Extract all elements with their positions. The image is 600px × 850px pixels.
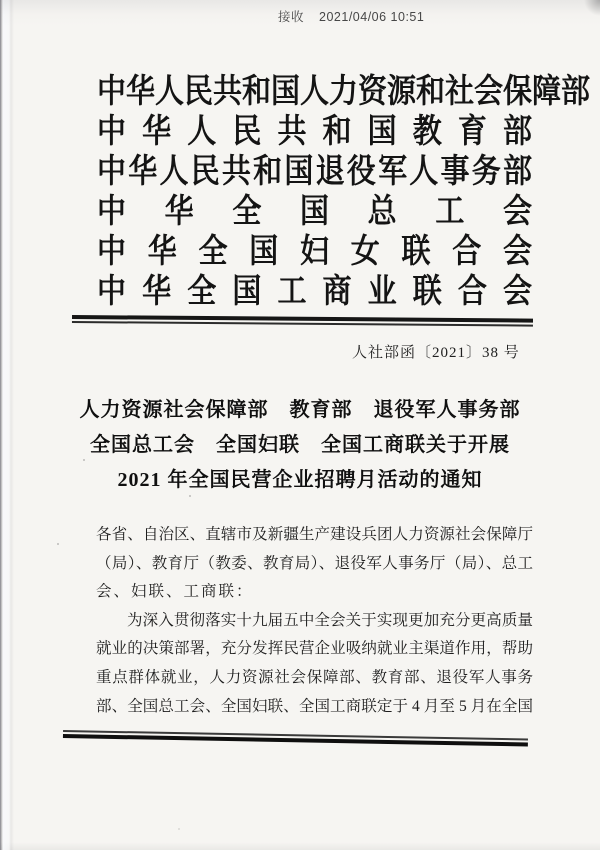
letterhead-line: 中华人民共和国人力资源和社会保障部 xyxy=(97,73,591,111)
page-bottom-rule xyxy=(63,730,528,747)
body-line: （局）、教育厅（教委、教育局）、退役军人事务厅（局）、总工 xyxy=(96,554,533,572)
paper-speck xyxy=(57,543,59,545)
letterhead-line: 中华全国总工会 xyxy=(97,193,532,231)
title-line: 全国总工会 全国妇联 全国工商联关于开展 xyxy=(90,434,510,456)
notice-title xyxy=(0,393,600,498)
receive-label: 接收 xyxy=(278,10,305,24)
receive-datetime: 2021/04/06 10:51 xyxy=(319,10,425,24)
body-line: 部、全国总工会、全国妇联、全国工商联定于 4 月至 5 月在全国 xyxy=(96,697,533,715)
title-line: 人力资源社会保障部 教育部 退役军人事务部 xyxy=(79,399,521,421)
paper-speck xyxy=(178,828,180,830)
body-line: 会、妇联、工商联： xyxy=(96,583,254,601)
header-separator-rule xyxy=(72,315,533,327)
fax-receive-timestamp xyxy=(278,7,424,25)
letterhead xyxy=(97,72,591,312)
letterhead-line: 中华全国妇女联合会 xyxy=(97,233,532,271)
body-line: 就业的决策部署，充分发挥民营企业吸纳就业主渠道作用，帮助 xyxy=(96,640,533,658)
body-line: 各省、自治区、直辖市及新疆生产建设兵团人力资源社会保障厅 xyxy=(96,526,533,543)
document-number: 人社部函〔2021〕38 号 xyxy=(352,345,520,361)
letterhead-line: 中华人民共和国教育部 xyxy=(97,113,532,151)
body-text xyxy=(96,521,533,721)
body-line: 重点群体就业，人力资源社会保障部、教育部、退役军人事务 xyxy=(96,668,533,686)
title-line: 2021 年全国民营企业招聘月活动的通知 xyxy=(117,469,483,491)
body-line: 为深入贯彻落实十九届五中全会关于实现更加充分更高质量 xyxy=(127,611,533,629)
letterhead-line: 中华全国工商业联合会 xyxy=(97,273,532,311)
letterhead-line: 中华人民共和国退役军人事务部 xyxy=(97,153,532,191)
